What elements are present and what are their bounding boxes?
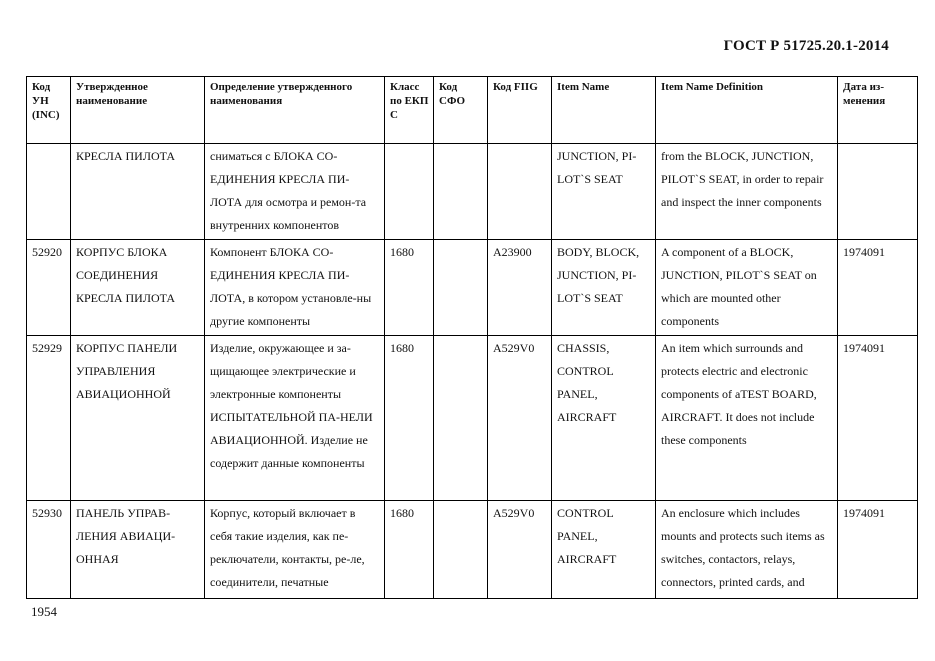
cell-definition: Изделие, окружающее и за-щищающее электрические и электронные компоненты ИСПЫТАТЕЛЬНОЙ ПА-НЕЛИ АВИАЦИОННОЙ. Изделие не содержит данные компоненты xyxy=(205,336,385,501)
catalog-table xyxy=(26,76,918,599)
col-header-sfo: Код СФО xyxy=(434,77,488,144)
cell-sfo xyxy=(434,240,488,336)
cell-date xyxy=(838,144,918,240)
table-row xyxy=(27,240,918,336)
cell-item-name: JUNCTION, PI-LOT`S SEAT xyxy=(552,144,656,240)
cell-date: 1974091 xyxy=(838,240,918,336)
page-number: 1954 xyxy=(31,604,57,619)
col-header-date: Дата из-менения xyxy=(838,77,918,144)
cell-fiig: A23900 xyxy=(488,240,552,336)
cell-name: КОРПУС ПАНЕЛИ УПРАВЛЕНИЯ АВИАЦИОННОЙ xyxy=(71,336,205,501)
cell-class: 1680 xyxy=(385,336,434,501)
cell-item-name: CHASSIS, CONTROL PANEL, AIRCRAFT xyxy=(552,336,656,501)
table-row xyxy=(27,336,918,501)
cell-item-definition: from the BLOCK, JUNCTION, PILOT`S SEAT, in order to repair and inspect the inner components xyxy=(656,144,838,240)
cell-fiig: A529V0 xyxy=(488,336,552,501)
col-header-definition: Определение утвержденного наименования xyxy=(205,77,385,144)
cell-sfo xyxy=(434,501,488,599)
cell-definition: сниматься с БЛОКА СО-ЕДИНЕНИЯ КРЕСЛА ПИ-ЛОТА для осмотра и ремон-та внутренних компонентов xyxy=(205,144,385,240)
cell-item-name: BODY, BLOCK, JUNCTION, PI-LOT`S SEAT xyxy=(552,240,656,336)
cell-item-name: CONTROL PANEL, AIRCRAFT xyxy=(552,501,656,599)
cell-definition: Компонент БЛОКА СО-ЕДИНЕНИЯ КРЕСЛА ПИ-ЛОТА, в котором установле-ны другие компоненты xyxy=(205,240,385,336)
cell-class: 1680 xyxy=(385,240,434,336)
cell-item-definition: An enclosure which includes mounts and protects such items as switches, contactors, relays, connectors, printed cards, and xyxy=(656,501,838,599)
cell-code xyxy=(27,144,71,240)
cell-code: 52929 xyxy=(27,336,71,501)
cell-definition: Корпус, который включает в себя такие изделия, как пе-реключатели, контакты, ре-ле, соединители, печатные xyxy=(205,501,385,599)
col-header-class: Класс по ЕКП С xyxy=(385,77,434,144)
cell-item-definition: An item which surrounds and protects electric and electronic components of aTEST BOARD, AIRCRAFT. It does not include these components xyxy=(656,336,838,501)
cell-date: 1974091 xyxy=(838,501,918,599)
document-id: ГОСТ Р 51725.20.1-2014 xyxy=(723,38,889,54)
cell-code: 52920 xyxy=(27,240,71,336)
cell-sfo xyxy=(434,336,488,501)
cell-fiig xyxy=(488,144,552,240)
cell-item-definition: A component of a BLOCK, JUNCTION, PILOT`S SEAT on which are mounted other components xyxy=(656,240,838,336)
col-header-item-name: Item Name xyxy=(552,77,656,144)
cell-name: КРЕСЛА ПИЛОТА xyxy=(71,144,205,240)
col-header-name: Утвержденное наименование xyxy=(71,77,205,144)
table-row xyxy=(27,144,918,240)
col-header-item-definition: Item Name Definition xyxy=(656,77,838,144)
cell-code: 52930 xyxy=(27,501,71,599)
cell-class xyxy=(385,144,434,240)
col-header-fiig: Код FIIG xyxy=(488,77,552,144)
cell-fiig: A529V0 xyxy=(488,501,552,599)
cell-class: 1680 xyxy=(385,501,434,599)
cell-sfo xyxy=(434,144,488,240)
cell-name: ПАНЕЛЬ УПРАВ-ЛЕНИЯ АВИАЦИ-ОННАЯ xyxy=(71,501,205,599)
col-header-code: Код УН (INC) xyxy=(27,77,71,144)
cell-date: 1974091 xyxy=(838,336,918,501)
table-row xyxy=(27,501,918,599)
table-header-row xyxy=(27,77,918,144)
cell-name: КОРПУС БЛОКА СОЕДИНЕНИЯ КРЕСЛА ПИЛОТА xyxy=(71,240,205,336)
